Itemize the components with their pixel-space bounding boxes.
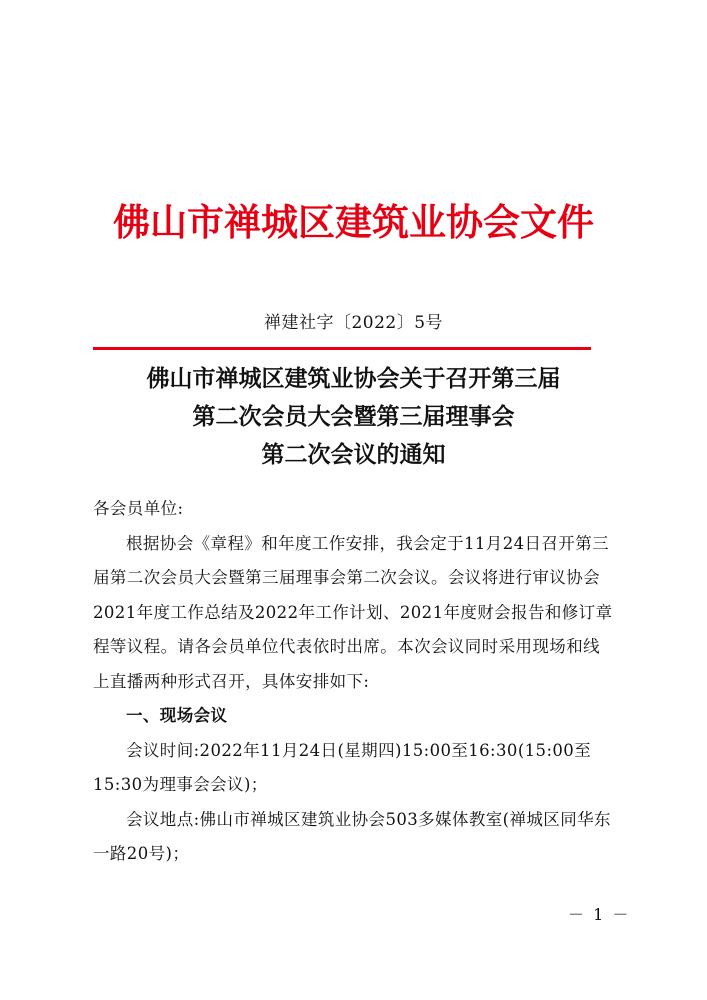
notice-body [93,492,615,872]
intro-paragraph: 根据协会《章程》和年度工作安排，我会定于11月24日召开第三届第二次会员大会暨第三届理事会第二次会议。会议将进行审议协会2021年度工作总结及2022年工作计划、2021年度财会报告和修订章程等议程。请各会员单位代表依时出席。本次会议同时采用现场和线上直播两种形式召开，具体安排如下: [93,533,613,691]
issuer-title: 佛山市禅城区建筑业协会文件 [113,201,594,244]
section-heading: 一、现场会议 [126,706,228,725]
notice-title-line: 第二次会议的通知 [261,442,446,468]
meeting-place-paragraph: 会议地点:佛山市禅城区建筑业协会503多媒体教室(禅城区同华东一路20号)； [93,809,611,863]
notice-title [0,360,707,474]
notice-title-line: 佛山市禅城区建筑业协会关于召开第三届 [146,366,561,392]
red-divider [93,347,591,350]
document-number: 禅建社字〔2022〕5号 [263,313,444,333]
meeting-time-paragraph: 会议时间:2022年11月24日(星期四)15:00至16:30(15:00至15:30为理事会会议)； [93,740,592,794]
notice-title-line: 第二次会员大会暨第三届理事会 [192,404,515,430]
page-number: － 1 － [568,905,631,924]
salutation: 各会员单位: [93,499,184,518]
